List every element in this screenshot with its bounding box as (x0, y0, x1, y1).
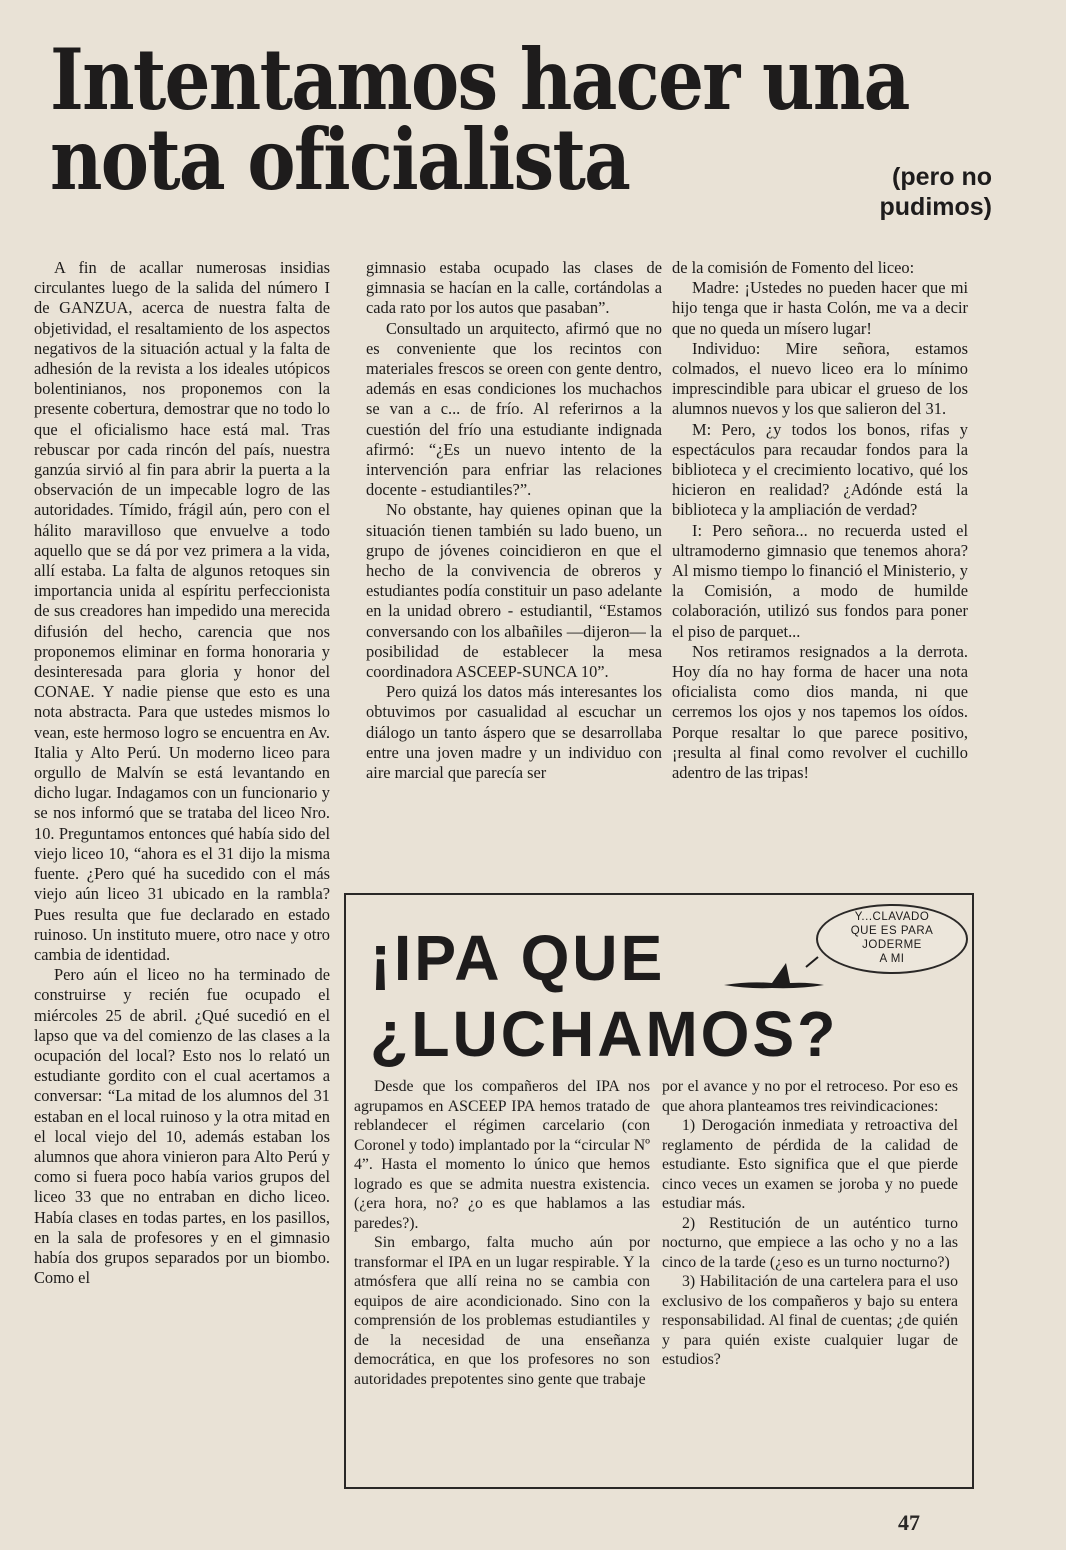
paragraph: Consultado un arquitecto, afirmó que no es conveniente que los recintos con materiales frescos se oreen con gente dentro, además en esas condiciones los muchachos se van a c... de frío. Al referirnos a la cuestión del frío una estudiante indignada afirmó: “¿Es un nuevo intento de la intervención para enfriar las relaciones docente - estudiantiles?”. (366, 318, 662, 500)
bubble-line: QUE ES PARA (850, 925, 934, 937)
box-column-1 (354, 1077, 650, 1389)
box-title (370, 920, 838, 1072)
paragraph: Nos retiramos resignados a la derrota. Hoy día no hay forma de hacer una nota oficialista como dios manda, ni que cerremos los ojos y nos tapemos los oídos. Porque resaltar lo que parece positivo, ¡resulta al final como revolver el cuchillo adentro de las tripas! (672, 641, 968, 783)
paragraph: I: Pero señora... no recuerda usted el ultramoderno gimnasio que tenemos ahora? Al mismo tiempo lo financió el Ministerio, y la Comisión, a modo de humilde colaboración, utilizó sus fondos para poner el piso de parquet... (672, 520, 968, 641)
bubble-line: Y...CLAVADO (854, 911, 930, 923)
article-column-1 (34, 258, 330, 1288)
headline-line-2: nota oficialista (50, 110, 630, 209)
box-title-line-2: ¿LUCHAMOS? (370, 998, 839, 1070)
paragraph: Pero aún el liceo no ha terminado de construirse y recién fue ocupado el miércoles 25 de abril. ¿Qué sucedió en el lapso que va del comienzo de las clases a la ocupación del local? Esto nos lo relató un estudiante gordito con el cual acertamos a conversar: “La mitad de los alumnos del 31 estaban en el local ruinoso y la otra mitad en el local viejo del 10, además estaban los alumnos que ahora vinieron para Alto Perú y como si fuera poco había varios grupos del liceo 33 que no entraban en dicho liceo. Había clases en todas partes, en los pasillos, en la sala de profesores y en el gimnasio había dos grupos separados por un biombo. Como el (34, 965, 330, 1288)
box-title-line-1: ¡IPA QUE (370, 922, 666, 994)
paragraph: Pero quizá los datos más interesantes los obtuvimos por casualidad al escuchar un diálogo un tanto áspero que se desarrollaba entre una joven madre y un individuo con aire marcial que parecía ser (366, 682, 662, 783)
headline-aside (732, 162, 992, 222)
box-column-2 (662, 1077, 958, 1370)
paragraph: M: Pero, ¿y todos los bonos, rifas y espectáculos para recaudar fondos para la biblioteca y el crecimiento locativo, qué los hicieron en realidad? ¿Adónde está la biblioteca y la ampliación de verdad? (672, 419, 968, 520)
page-number: 47 (898, 1510, 920, 1535)
shark-fin-drawing-icon (720, 955, 830, 995)
paragraph: Sin embargo, falta mucho aún por transformar el IPA en un lugar respirable. Y la atmósfera que allí reina no se cambia con equipos de aire acondicionado. Sino con la comprensión de los problemas estudiantiles y de la necesidad de una enseñanza democrática, en que los profesores no son autoridades prepotentes sino gente que trabaje (354, 1234, 650, 1388)
paragraph: No obstante, hay quienes opinan que la situación tienen también su lado bueno, un grupo de jóvenes coincidieron en que el hecho de la convivencia de obreros y estudiantes podía constituir un paso adelante en la unidad obrero - estudiantil, “Estamos conversando con los albañiles —dijeron— la posibilidad de establecer la mesa coordinadora ASCEEP-SUNCA 10”. (366, 500, 662, 682)
paragraph: 2) Restitución de un auténtico turno nocturno, que empiece a las ocho y no a las cinco de la tarde (¿eso es un turno nocturno?) (662, 1214, 958, 1271)
paragraph: 1) Derogación inmediata y retroactiva del reglamento de pérdida de la calidad de estudiante. Esto significa que el que pierde cinco veces un examen se joroba y no puede estudiar más. (662, 1117, 958, 1212)
headline-line-1: Intentamos hacer una (50, 30, 909, 129)
bubble-line: A MI (879, 953, 905, 965)
paragraph: Desde que los compañeros del IPA nos agrupamos en ASCEEP IPA hemos tratado de reblandecer el régimen carcelario (con Coronel y todo) implantado por la “circular Nº 4”. Hasta el momento lo único que hemos logrado es que se admita nuestra existencia. (¿era hora, no? ¿o es que hablamos a las paredes?). (354, 1078, 650, 1232)
speech-bubble-text (832, 910, 952, 966)
paragraph: Individuo: Mire señora, estamos colmados, el nuevo liceo era lo mínimo imprescindible para ubicar el grueso de los alumnos nuevos y los que salieron del 31. (672, 338, 968, 419)
paragraph: 3) Habilitación de una cartelera para el uso exclusivo de los compañeros y bajo su entera responsabilidad. Al final de cuentas; ¿de quién y para quién existe cualquier lugar de estudios? (662, 1273, 958, 1368)
bubble-line: JODERME (862, 939, 922, 951)
headline-aside-line-1: (pero no (892, 163, 992, 191)
article-column-2 (366, 258, 662, 783)
paragraph: de la comisión de Fomento del liceo: (672, 258, 915, 277)
paragraph: A fin de acallar numerosas insidias circulantes luego de la salida del número I de GANZUA, acerca de nuestra falta de objetividad, el resaltamiento de los aspectos negativos de la situación actual y la falta de adhesión de la revista a los ideales utópicos bolentinianos, nos proponemos con la presente cobertura, demostrar que no todo lo que el oficialismo hace está mal. Tras rebuscar por cada rincón del país, nuestra ganzúa sirvió al fin para abrir la puerta a la observación de un impecable logro de las autoridades. Tímido, frágil aún, pero con el hálito maravilloso que envuelve a todo aquello que se dá por vez primera a la vida, allí estaba. La falta de algunos retoques sin importancia unida al espíritu perfeccionista de sus creadores han impedido una merecida difusión del hecho, carencia que nos proponemos eliminar en forma honoraria y desinteresada para gloria y honor del CONAE. Y nadie piense que esto es una nota abstracta. Para que ustedes mismos lo vean, este hermoso logro se encuentra en Av. Italia y Alto Perú. Un moderno liceo para orgullo de Malvín se está levantando en dicho lugar. Indagamos con un funcionario y se nos informó que se trataba del liceo Nro. 10. Preguntamos entonces qué había sido del viejo liceo 10, “ahora es el 31 dijo la misma fuente. ¿Pero qué ha sucedido con el más viejo aún liceo 31 ubicado en la rambla? Pues resulta que fue declarado en estado ruinoso. Un instituto muere, otro nace y otro cambia de identidad. (34, 258, 330, 964)
paragraph: gimnasio estaba ocupado las clases de gimnasia se hacían en la calle, cortándolas a cada rato por los autos que pasaban”. (366, 258, 662, 318)
headline-aside-line-2: pudimos) (879, 193, 992, 221)
article-column-3 (672, 258, 968, 783)
paragraph: Madre: ¡Ustedes no pueden hacer que mi hijo tenga que ir hasta Colón, me va a decir que no queda un mísero lugar! (672, 278, 968, 338)
paragraph: por el avance y no por el retroceso. Por eso es que ahora planteamos tres reivindicaciones: (662, 1078, 958, 1115)
